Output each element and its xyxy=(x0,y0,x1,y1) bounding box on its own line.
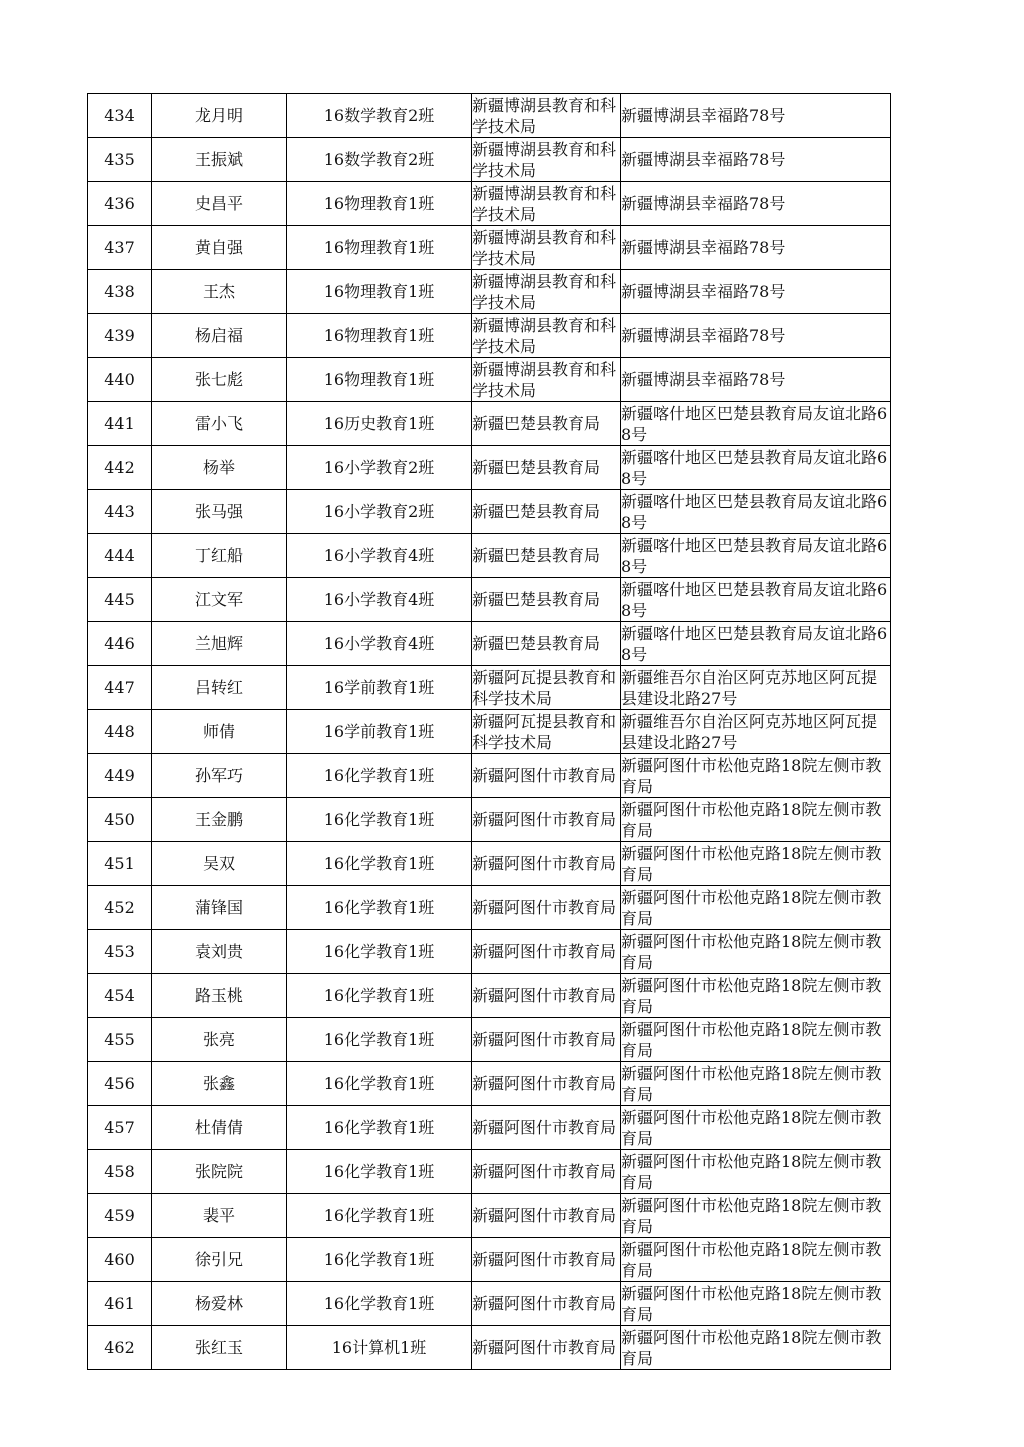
address-cell: 新疆喀什地区巴楚县教育局友谊北路68号 xyxy=(621,534,891,578)
class-cell: 16物理教育1班 xyxy=(287,270,472,314)
table-row xyxy=(88,490,891,534)
row-number-cell: 438 xyxy=(88,270,152,314)
row-number-cell: 446 xyxy=(88,622,152,666)
organization-cell: 新疆巴楚县教育局 xyxy=(472,622,621,666)
class-cell: 16物理教育1班 xyxy=(287,182,472,226)
address-cell: 新疆维吾尔自治区阿克苏地区阿瓦提县建设北路27号 xyxy=(621,710,891,754)
row-number-cell: 454 xyxy=(88,974,152,1018)
table-row xyxy=(88,270,891,314)
row-number-cell: 434 xyxy=(88,94,152,138)
name-cell: 张院院 xyxy=(152,1150,287,1194)
roster-body xyxy=(88,94,891,1370)
name-cell: 王振斌 xyxy=(152,138,287,182)
address-cell: 新疆维吾尔自治区阿克苏地区阿瓦提县建设北路27号 xyxy=(621,666,891,710)
organization-cell: 新疆博湖县教育和科学技术局 xyxy=(472,94,621,138)
table-row xyxy=(88,974,891,1018)
table-row xyxy=(88,1150,891,1194)
address-cell: 新疆博湖县幸福路78号 xyxy=(621,182,891,226)
address-cell: 新疆博湖县幸福路78号 xyxy=(621,94,891,138)
class-cell: 16小学教育4班 xyxy=(287,578,472,622)
row-number-cell: 448 xyxy=(88,710,152,754)
address-cell: 新疆阿图什市松他克路18院左侧市教育局 xyxy=(621,842,891,886)
class-cell: 16物理教育1班 xyxy=(287,226,472,270)
name-cell: 雷小飞 xyxy=(152,402,287,446)
class-cell: 16学前教育1班 xyxy=(287,666,472,710)
class-cell: 16化学教育1班 xyxy=(287,1018,472,1062)
table-row xyxy=(88,534,891,578)
address-cell: 新疆阿图什市松他克路18院左侧市教育局 xyxy=(621,1062,891,1106)
organization-cell: 新疆巴楚县教育局 xyxy=(472,534,621,578)
table-row xyxy=(88,226,891,270)
row-number-cell: 462 xyxy=(88,1326,152,1370)
table-row xyxy=(88,930,891,974)
name-cell: 张红玉 xyxy=(152,1326,287,1370)
address-cell: 新疆阿图什市松他克路18院左侧市教育局 xyxy=(621,754,891,798)
address-cell: 新疆阿图什市松他克路18院左侧市教育局 xyxy=(621,798,891,842)
class-cell: 16小学教育4班 xyxy=(287,534,472,578)
class-cell: 16小学教育2班 xyxy=(287,490,472,534)
name-cell: 杜倩倩 xyxy=(152,1106,287,1150)
row-number-cell: 441 xyxy=(88,402,152,446)
organization-cell: 新疆巴楚县教育局 xyxy=(472,446,621,490)
class-cell: 16化学教育1班 xyxy=(287,1150,472,1194)
address-cell: 新疆博湖县幸福路78号 xyxy=(621,226,891,270)
class-cell: 16数学教育2班 xyxy=(287,94,472,138)
class-cell: 16化学教育1班 xyxy=(287,1106,472,1150)
roster-table xyxy=(87,93,891,1370)
name-cell: 王金鹏 xyxy=(152,798,287,842)
row-number-cell: 443 xyxy=(88,490,152,534)
class-cell: 16化学教育1班 xyxy=(287,1238,472,1282)
address-cell: 新疆博湖县幸福路78号 xyxy=(621,270,891,314)
table-row xyxy=(88,402,891,446)
address-cell: 新疆阿图什市松他克路18院左侧市教育局 xyxy=(621,974,891,1018)
address-cell: 新疆阿图什市松他克路18院左侧市教育局 xyxy=(621,1238,891,1282)
row-number-cell: 449 xyxy=(88,754,152,798)
name-cell: 丁红船 xyxy=(152,534,287,578)
address-cell: 新疆阿图什市松他克路18院左侧市教育局 xyxy=(621,886,891,930)
name-cell: 张马强 xyxy=(152,490,287,534)
row-number-cell: 436 xyxy=(88,182,152,226)
organization-cell: 新疆博湖县教育和科学技术局 xyxy=(472,138,621,182)
organization-cell: 新疆阿图什市教育局 xyxy=(472,1018,621,1062)
name-cell: 杨启福 xyxy=(152,314,287,358)
name-cell: 江文军 xyxy=(152,578,287,622)
name-cell: 杨爱林 xyxy=(152,1282,287,1326)
name-cell: 龙月明 xyxy=(152,94,287,138)
organization-cell: 新疆阿瓦提县教育和科学技术局 xyxy=(472,666,621,710)
row-number-cell: 450 xyxy=(88,798,152,842)
table-row xyxy=(88,798,891,842)
row-number-cell: 437 xyxy=(88,226,152,270)
table-row xyxy=(88,182,891,226)
table-row xyxy=(88,446,891,490)
name-cell: 杨举 xyxy=(152,446,287,490)
address-cell: 新疆博湖县幸福路78号 xyxy=(621,358,891,402)
address-cell: 新疆喀什地区巴楚县教育局友谊北路68号 xyxy=(621,402,891,446)
organization-cell: 新疆巴楚县教育局 xyxy=(472,578,621,622)
organization-cell: 新疆阿图什市教育局 xyxy=(472,1282,621,1326)
address-cell: 新疆喀什地区巴楚县教育局友谊北路68号 xyxy=(621,622,891,666)
name-cell: 袁刘贵 xyxy=(152,930,287,974)
organization-cell: 新疆阿图什市教育局 xyxy=(472,1194,621,1238)
class-cell: 16计算机1班 xyxy=(287,1326,472,1370)
name-cell: 王杰 xyxy=(152,270,287,314)
name-cell: 吴双 xyxy=(152,842,287,886)
class-cell: 16物理教育1班 xyxy=(287,358,472,402)
class-cell: 16历史教育1班 xyxy=(287,402,472,446)
organization-cell: 新疆阿图什市教育局 xyxy=(472,842,621,886)
name-cell: 裴平 xyxy=(152,1194,287,1238)
row-number-cell: 456 xyxy=(88,1062,152,1106)
row-number-cell: 442 xyxy=(88,446,152,490)
organization-cell: 新疆博湖县教育和科学技术局 xyxy=(472,358,621,402)
name-cell: 孙军巧 xyxy=(152,754,287,798)
address-cell: 新疆喀什地区巴楚县教育局友谊北路68号 xyxy=(621,490,891,534)
table-row xyxy=(88,666,891,710)
address-cell: 新疆博湖县幸福路78号 xyxy=(621,138,891,182)
address-cell: 新疆阿图什市松他克路18院左侧市教育局 xyxy=(621,1018,891,1062)
organization-cell: 新疆阿瓦提县教育和科学技术局 xyxy=(472,710,621,754)
address-cell: 新疆喀什地区巴楚县教育局友谊北路68号 xyxy=(621,578,891,622)
organization-cell: 新疆阿图什市教育局 xyxy=(472,1106,621,1150)
name-cell: 张亮 xyxy=(152,1018,287,1062)
address-cell: 新疆阿图什市松他克路18院左侧市教育局 xyxy=(621,1282,891,1326)
table-row xyxy=(88,842,891,886)
organization-cell: 新疆阿图什市教育局 xyxy=(472,1326,621,1370)
class-cell: 16物理教育1班 xyxy=(287,314,472,358)
organization-cell: 新疆巴楚县教育局 xyxy=(472,490,621,534)
class-cell: 16学前教育1班 xyxy=(287,710,472,754)
organization-cell: 新疆阿图什市教育局 xyxy=(472,1062,621,1106)
class-cell: 16化学教育1班 xyxy=(287,1282,472,1326)
row-number-cell: 444 xyxy=(88,534,152,578)
organization-cell: 新疆阿图什市教育局 xyxy=(472,1150,621,1194)
organization-cell: 新疆博湖县教育和科学技术局 xyxy=(472,226,621,270)
name-cell: 路玉桃 xyxy=(152,974,287,1018)
organization-cell: 新疆阿图什市教育局 xyxy=(472,974,621,1018)
table-row xyxy=(88,1282,891,1326)
address-cell: 新疆喀什地区巴楚县教育局友谊北路68号 xyxy=(621,446,891,490)
row-number-cell: 452 xyxy=(88,886,152,930)
table-row xyxy=(88,358,891,402)
row-number-cell: 451 xyxy=(88,842,152,886)
organization-cell: 新疆巴楚县教育局 xyxy=(472,402,621,446)
class-cell: 16化学教育1班 xyxy=(287,886,472,930)
organization-cell: 新疆阿图什市教育局 xyxy=(472,930,621,974)
table-row xyxy=(88,314,891,358)
organization-cell: 新疆阿图什市教育局 xyxy=(472,886,621,930)
organization-cell: 新疆阿图什市教育局 xyxy=(472,798,621,842)
row-number-cell: 440 xyxy=(88,358,152,402)
name-cell: 吕转红 xyxy=(152,666,287,710)
class-cell: 16化学教育1班 xyxy=(287,1062,472,1106)
class-cell: 16化学教育1班 xyxy=(287,930,472,974)
row-number-cell: 455 xyxy=(88,1018,152,1062)
class-cell: 16数学教育2班 xyxy=(287,138,472,182)
table-row xyxy=(88,622,891,666)
class-cell: 16小学教育2班 xyxy=(287,446,472,490)
table-row xyxy=(88,1238,891,1282)
organization-cell: 新疆阿图什市教育局 xyxy=(472,754,621,798)
row-number-cell: 457 xyxy=(88,1106,152,1150)
name-cell: 黄自强 xyxy=(152,226,287,270)
table-row xyxy=(88,1326,891,1370)
address-cell: 新疆阿图什市松他克路18院左侧市教育局 xyxy=(621,1106,891,1150)
table-row xyxy=(88,710,891,754)
name-cell: 史昌平 xyxy=(152,182,287,226)
row-number-cell: 460 xyxy=(88,1238,152,1282)
table-row xyxy=(88,578,891,622)
address-cell: 新疆阿图什市松他克路18院左侧市教育局 xyxy=(621,1326,891,1370)
class-cell: 16化学教育1班 xyxy=(287,754,472,798)
organization-cell: 新疆博湖县教育和科学技术局 xyxy=(472,314,621,358)
table-row xyxy=(88,1018,891,1062)
organization-cell: 新疆阿图什市教育局 xyxy=(472,1238,621,1282)
row-number-cell: 435 xyxy=(88,138,152,182)
row-number-cell: 458 xyxy=(88,1150,152,1194)
class-cell: 16化学教育1班 xyxy=(287,842,472,886)
row-number-cell: 459 xyxy=(88,1194,152,1238)
address-cell: 新疆阿图什市松他克路18院左侧市教育局 xyxy=(621,1150,891,1194)
table-row xyxy=(88,1062,891,1106)
address-cell: 新疆博湖县幸福路78号 xyxy=(621,314,891,358)
table-row xyxy=(88,94,891,138)
row-number-cell: 445 xyxy=(88,578,152,622)
class-cell: 16化学教育1班 xyxy=(287,974,472,1018)
organization-cell: 新疆博湖县教育和科学技术局 xyxy=(472,182,621,226)
organization-cell: 新疆博湖县教育和科学技术局 xyxy=(472,270,621,314)
name-cell: 张鑫 xyxy=(152,1062,287,1106)
name-cell: 蒲锋国 xyxy=(152,886,287,930)
name-cell: 徐引兄 xyxy=(152,1238,287,1282)
name-cell: 师倩 xyxy=(152,710,287,754)
row-number-cell: 439 xyxy=(88,314,152,358)
table-row xyxy=(88,1106,891,1150)
address-cell: 新疆阿图什市松他克路18院左侧市教育局 xyxy=(621,1194,891,1238)
table-row xyxy=(88,886,891,930)
row-number-cell: 447 xyxy=(88,666,152,710)
name-cell: 兰旭辉 xyxy=(152,622,287,666)
class-cell: 16小学教育4班 xyxy=(287,622,472,666)
class-cell: 16化学教育1班 xyxy=(287,798,472,842)
address-cell: 新疆阿图什市松他克路18院左侧市教育局 xyxy=(621,930,891,974)
class-cell: 16化学教育1班 xyxy=(287,1194,472,1238)
table-row xyxy=(88,138,891,182)
table-row xyxy=(88,1194,891,1238)
name-cell: 张七彪 xyxy=(152,358,287,402)
row-number-cell: 453 xyxy=(88,930,152,974)
row-number-cell: 461 xyxy=(88,1282,152,1326)
table-row xyxy=(88,754,891,798)
